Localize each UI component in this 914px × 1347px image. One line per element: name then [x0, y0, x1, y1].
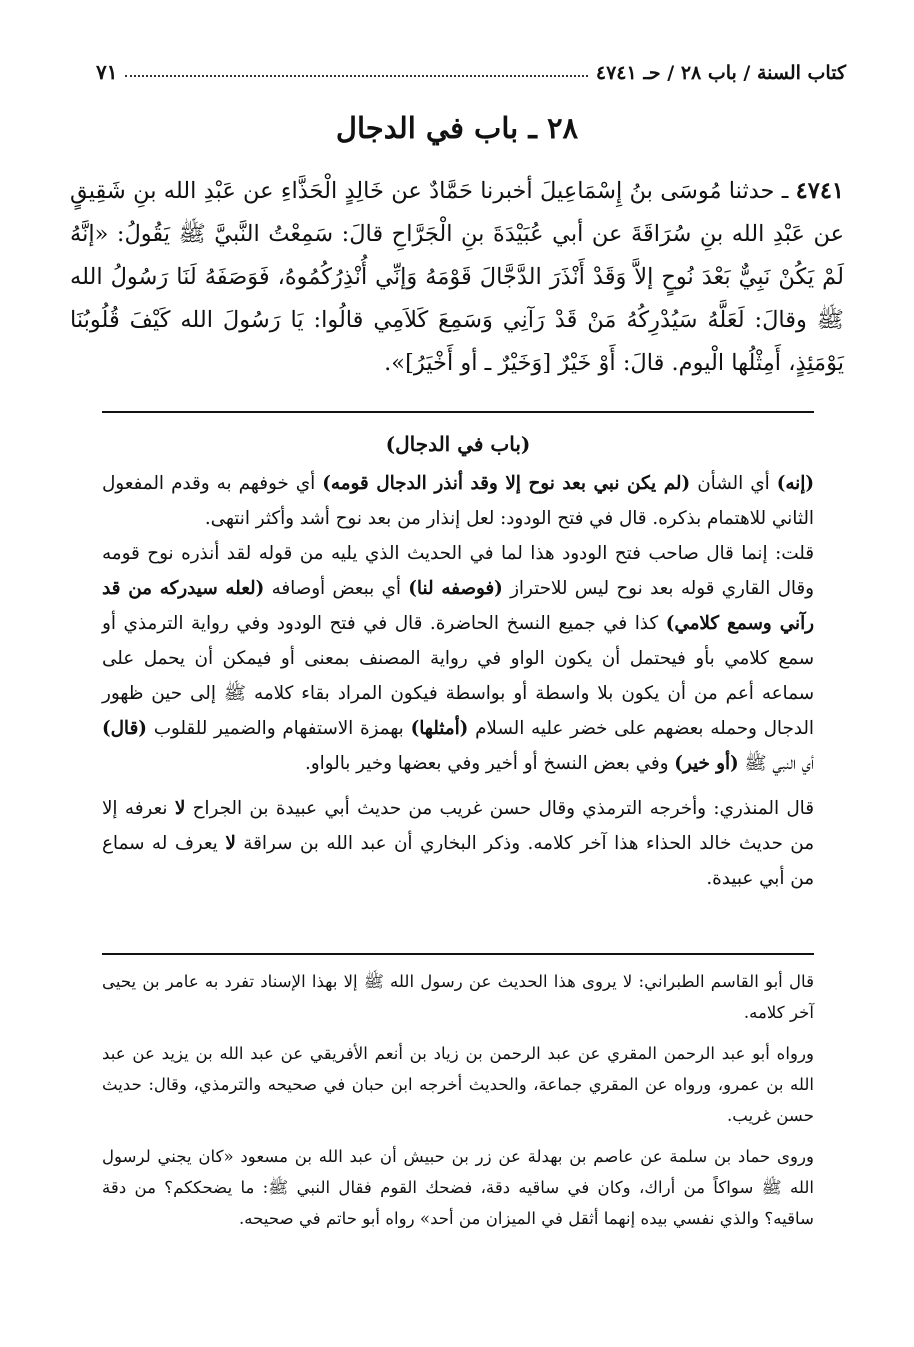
chapter-heading: ٢٨ ـ باب في الدجال: [335, 111, 579, 145]
quoted-phrase: (أمثلها): [410, 718, 469, 739]
leader-dots: [125, 75, 587, 77]
commentary-text: أي خوفهم به وقدم المفعول الثاني للاهتمام بذكره. قال في فتح الودود: لعل إنذار من بعد نوح أشد وأكثر انتهى.: [102, 473, 814, 529]
footnote-paragraph: قال أبو القاسم الطبراني: لا يروى هذا الحديث عن رسول الله ﷺ إلا بهذا الإسناد تفرد به عامر بن يحيى آخر كلامه.: [102, 972, 814, 1022]
quoted-phrase: لا: [225, 833, 236, 854]
commentary-text: نعرفه إلا من حديث خالد الحذاء هذا آخر كلامه. وذكر البخاري أن عبد الله بن سراقة: [102, 798, 814, 854]
commentary-heading: (باب في الدجال): [385, 432, 531, 456]
hadith-text: [70, 170, 844, 385]
commentary-paragraph: [102, 466, 814, 536]
quoted-phrase: (لعله سيدركه من قد رآني وسمع كلامي): [102, 578, 814, 634]
section-divider: [102, 411, 814, 413]
footnote-paragraph: ورواه أبو عبد الرحمن المقري عن عبد الرحمن بن زياد بن أنعم الأفريقي عن عبد الله بن يزيد عن عبد الله بن عمرو، ورواه عن المقري جماعة، والحديث أخرجه ابن حبان في صحيحه والترمذي، وقال: حديث حسن غريب.: [102, 1044, 814, 1125]
hadith-number: ٤٧٤١: [795, 178, 844, 204]
quoted-phrase: لا: [174, 798, 186, 819]
footnote-divider: [102, 953, 814, 955]
commentary-text: وفي بعض النسخ أو أخير وفي بعضها وخير بالواو.: [304, 753, 675, 774]
footnotes: [102, 966, 814, 1244]
quoted-phrase: (لم يكن نبي بعد نوح إلا وقد أنذر الدجال قومه): [322, 473, 691, 494]
commentary-text: كذا في جميع النسخ الحاضرة. قال في فتح الودود وفي رواية الترمذي أو سمع كلامي بأو فيحتمل أن يكون الواو في رواية المصنف بمعنى أو فيمكن أن يحمل على سماعه أعم من أن يكون بلا واسطة أو بواسطة فيكون المراد بقاء كلامه ﷺ إلى حين ظهور الدجال وحمله بعضهم على خضر عليه السلام: [102, 613, 814, 739]
commentary-text: أي النبي ﷺ: [738, 753, 814, 774]
hadith-body: ـ حدثنا مُوسَى بنُ إِسْمَاعِيلَ أخبرنا حَمَّادٌ عن خَالِدٍ الْحَذَّاءِ عن عَبْدِ الله بنِ شَقِيقٍ عن عَبْدِ الله بنِ سُرَاقَةَ عن أبي عُبَيْدَةَ بنِ الْجَرَّاحِ قالَ: سَمِعْتُ النَّبيَّ ﷺ يَقُولُ: «إنَّهُ لَمْ يَكُنْ نَبِيٌّ بَعْدَ نُوحٍ إلاَّ وَقَدْ أَنْذَرَ الدَّجَّالَ قَوْمَهُ وَإنِّي أُنْذِرُكُمُوهُ، فَوَصَفَهُ لَنَا رَسُولُ الله ﷺ وقالَ: لَعَلَّهُ سَيُدْرِكُهُ مَنْ قَدْ رَآنِي وَسَمِعَ كَلاَمِي قالُوا: يَا رَسُولَ الله كَيْفَ قُلُوبُنَا يَوْمَئِذٍ، أَمِثْلُها الْيوم. قالَ: أَوْ خَيْرٌ [وَخَيْرٌ ـ أو أَخْيَرُ]».: [70, 178, 844, 376]
commentary-text: قلت: إنما قال صاحب فتح الودود هذا لما في الحديث الذي يليه من قوله لقد أنذره نوح قومه وقال القاري قوله بعد نوح ليس للاحتراز: [102, 543, 814, 599]
quoted-phrase: (قال): [102, 718, 147, 739]
footnote-paragraph: وروى حماد بن سلمة عن عاصم بن بهدلة عن زر بن حبيش أن عبد الله بن مسعود «كان يجني لرسول الله ﷺ سواكاً من أراك، وكان في ساقيه دقة، فضحك القوم فقال النبي ﷺ: ما يضحككم؟ من دقة ساقيه؟ والذي نفسي بيده إنهما أثقل في الميزان من أحد» رواه أبو حاتم في صحيحه.: [102, 1147, 814, 1228]
commentary-text: يعرف له سماع من أبي عبيدة.: [102, 833, 814, 889]
commentary-paragraph: [102, 791, 814, 896]
commentary-paragraph: [102, 536, 814, 781]
commentary-text: بهمزة الاستفهام والضمير للقلوب: [146, 718, 411, 739]
running-header-title: كتاب السنة / باب ٢٨ / حـ ٤٧٤١: [595, 62, 846, 84]
commentary: [102, 424, 814, 896]
page-number: ٧١: [96, 60, 118, 84]
quoted-phrase: (إنه): [776, 473, 815, 494]
commentary-text: أي الشأن: [690, 473, 777, 494]
quoted-phrase: (أو خير): [674, 753, 739, 774]
commentary-text: قال المنذري: وأخرجه الترمذي وقال حسن غريب من حديث أبي عبيدة بن الجراح: [185, 798, 814, 819]
commentary-text: أي ببعض أوصافه: [264, 578, 409, 599]
quoted-phrase: (فوصفه لنا): [408, 578, 503, 599]
running-header: [96, 50, 846, 84]
